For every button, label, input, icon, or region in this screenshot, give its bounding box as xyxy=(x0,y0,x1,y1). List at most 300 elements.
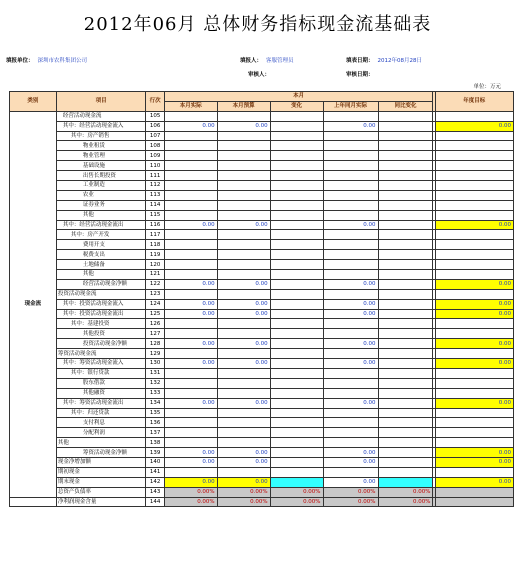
actual-cell[interactable]: 0.00 xyxy=(164,457,217,467)
last-year-cell[interactable] xyxy=(323,428,378,438)
row-label: 经营活动现金净额 xyxy=(56,279,146,289)
actual-cell[interactable] xyxy=(164,210,217,220)
budget-cell[interactable] xyxy=(217,181,270,191)
table-row xyxy=(10,418,514,428)
annual-target-cell[interactable] xyxy=(435,467,513,477)
change-cell[interactable] xyxy=(270,457,323,467)
yoy-cell[interactable]: 0.00% xyxy=(378,487,433,497)
budget-cell[interactable]: 0.00 xyxy=(217,309,270,319)
actual-cell[interactable] xyxy=(164,329,217,339)
budget-cell[interactable] xyxy=(217,270,270,280)
annual-target-cell[interactable] xyxy=(435,200,513,210)
actual-cell[interactable] xyxy=(164,131,217,141)
change-cell[interactable] xyxy=(270,121,323,131)
change-cell[interactable] xyxy=(270,428,323,438)
row-code: 132 xyxy=(146,378,164,388)
annual-target-cell[interactable] xyxy=(435,368,513,378)
yoy-cell[interactable] xyxy=(378,279,433,289)
last-year-cell[interactable]: 0.00 xyxy=(323,398,378,408)
budget-cell[interactable] xyxy=(217,141,270,151)
annual-target-cell[interactable] xyxy=(435,438,513,448)
change-cell[interactable] xyxy=(270,190,323,200)
actual-cell[interactable] xyxy=(164,467,217,477)
budget-cell[interactable] xyxy=(217,438,270,448)
budget-cell[interactable] xyxy=(217,230,270,240)
last-year-cell[interactable] xyxy=(323,240,378,250)
annual-target-cell[interactable] xyxy=(435,171,513,181)
change-cell[interactable] xyxy=(270,388,323,398)
annual-target-cell[interactable]: 0.00 xyxy=(435,359,513,369)
change-cell[interactable] xyxy=(270,438,323,448)
last-year-cell[interactable] xyxy=(323,181,378,191)
row-label: 其中：投资活动现金流出 xyxy=(56,309,146,319)
annual-target-cell[interactable] xyxy=(435,349,513,359)
change-cell[interactable] xyxy=(270,181,323,191)
change-cell[interactable] xyxy=(270,359,323,369)
change-cell[interactable] xyxy=(270,378,323,388)
table-row xyxy=(10,121,514,131)
row-label: 其中：经营活动现金流出 xyxy=(56,220,146,230)
yoy-cell[interactable] xyxy=(378,121,433,131)
change-cell[interactable] xyxy=(270,329,323,339)
report-title: 2012年06月 总体财务指标现金流基础表 xyxy=(83,14,432,35)
annual-target-cell[interactable] xyxy=(435,190,513,200)
change-cell[interactable] xyxy=(270,299,323,309)
table-row xyxy=(10,368,514,378)
row-label: 现金净增加额 xyxy=(56,457,146,467)
row-code: 127 xyxy=(146,329,164,339)
actual-cell[interactable] xyxy=(164,141,217,151)
budget-cell[interactable] xyxy=(217,111,270,121)
row-label: 其中：房产开发 xyxy=(56,230,146,240)
filler-label: 填报人： xyxy=(240,58,263,64)
annual-target-cell[interactable] xyxy=(435,111,513,121)
row-label: 土地储备 xyxy=(56,260,146,270)
budget-cell[interactable] xyxy=(217,200,270,210)
actual-cell[interactable]: 0.00 xyxy=(164,299,217,309)
actual-cell[interactable]: 0.00 xyxy=(164,398,217,408)
yoy-cell[interactable] xyxy=(378,240,433,250)
change-cell[interactable] xyxy=(270,220,323,230)
row-code: 109 xyxy=(146,151,164,161)
table-row xyxy=(10,448,514,458)
yoy-cell[interactable] xyxy=(378,230,433,240)
row-label: 其中：投资活动现金流入 xyxy=(56,299,146,309)
last-year-cell[interactable] xyxy=(323,329,378,339)
actual-cell[interactable]: 0.00 xyxy=(164,309,217,319)
change-cell[interactable] xyxy=(270,467,323,477)
last-year-cell[interactable] xyxy=(323,289,378,299)
header-change: 变化 xyxy=(270,101,323,111)
actual-cell[interactable] xyxy=(164,240,217,250)
last-year-cell[interactable]: 0.00 xyxy=(323,309,378,319)
last-year-cell[interactable] xyxy=(323,319,378,329)
date-value: 2012年08月28日 xyxy=(377,58,423,64)
budget-cell[interactable]: 0.00 xyxy=(217,339,270,349)
annual-target-cell[interactable] xyxy=(435,329,513,339)
yoy-cell[interactable] xyxy=(378,378,433,388)
budget-cell[interactable] xyxy=(217,368,270,378)
last-year-cell[interactable] xyxy=(323,161,378,171)
yoy-cell[interactable] xyxy=(378,428,433,438)
yoy-cell[interactable] xyxy=(378,418,433,428)
row-label: 其中：基建投资 xyxy=(56,319,146,329)
last-year-cell[interactable] xyxy=(323,378,378,388)
annual-target-cell[interactable]: 0.00 xyxy=(435,477,513,487)
yoy-cell[interactable] xyxy=(378,319,433,329)
annual-target-cell[interactable] xyxy=(435,487,513,497)
annual-target-cell[interactable]: 0.00 xyxy=(435,398,513,408)
actual-cell[interactable] xyxy=(164,270,217,280)
last-year-cell[interactable] xyxy=(323,408,378,418)
budget-cell[interactable] xyxy=(217,190,270,200)
budget-cell[interactable]: 0.00 xyxy=(217,279,270,289)
budget-cell[interactable]: 0.00 xyxy=(217,121,270,131)
last-year-cell[interactable]: 0.00 xyxy=(323,359,378,369)
row-label: 筹资活动现金净额 xyxy=(56,448,146,458)
annual-target-cell[interactable]: 0.00 xyxy=(435,279,513,289)
table-row xyxy=(10,260,514,270)
row-label: 期初现金 xyxy=(56,467,146,477)
annual-target-cell[interactable]: 0.00 xyxy=(435,457,513,467)
actual-cell[interactable] xyxy=(164,289,217,299)
yoy-cell[interactable] xyxy=(378,181,433,191)
actual-cell[interactable]: 0.00 xyxy=(164,477,217,487)
meta-unit xyxy=(6,56,87,64)
budget-cell[interactable] xyxy=(217,161,270,171)
last-year-cell[interactable]: 0.00 xyxy=(323,448,378,458)
meta-filler xyxy=(240,56,294,64)
row-label: 投资活动现金净额 xyxy=(56,339,146,349)
last-year-cell[interactable] xyxy=(323,250,378,260)
yoy-cell[interactable] xyxy=(378,457,433,467)
last-year-cell[interactable] xyxy=(323,349,378,359)
budget-cell[interactable] xyxy=(217,349,270,359)
change-cell[interactable] xyxy=(270,171,323,181)
annual-target-cell[interactable] xyxy=(435,289,513,299)
annual-target-cell[interactable] xyxy=(435,418,513,428)
budget-cell[interactable] xyxy=(217,378,270,388)
actual-cell[interactable] xyxy=(164,438,217,448)
actual-cell[interactable]: 0.00% xyxy=(164,497,217,507)
row-label: 筹资活动现金流 xyxy=(56,349,146,359)
budget-cell[interactable]: 0.00 xyxy=(217,457,270,467)
change-cell[interactable] xyxy=(270,161,323,171)
table-row xyxy=(10,388,514,398)
annual-target-cell[interactable] xyxy=(435,497,513,507)
budget-cell[interactable] xyxy=(217,289,270,299)
row-code: 108 xyxy=(146,141,164,151)
last-year-cell[interactable]: 0.00 xyxy=(323,121,378,131)
table-row xyxy=(10,141,514,151)
change-cell[interactable]: 0.00% xyxy=(270,487,323,497)
actual-cell[interactable] xyxy=(164,368,217,378)
table-row xyxy=(10,200,514,210)
row-label: 分配利润 xyxy=(56,428,146,438)
budget-cell[interactable] xyxy=(217,240,270,250)
actual-cell[interactable] xyxy=(164,181,217,191)
annual-target-cell[interactable] xyxy=(435,210,513,220)
table-row xyxy=(10,131,514,141)
last-year-cell[interactable]: 0.00 xyxy=(323,339,378,349)
budget-cell[interactable] xyxy=(217,428,270,438)
table-row xyxy=(10,438,514,448)
budget-cell[interactable] xyxy=(217,329,270,339)
last-year-cell[interactable]: 0.00 xyxy=(323,477,378,487)
row-code: 126 xyxy=(146,319,164,329)
row-label: 出售长期投资 xyxy=(56,171,146,181)
budget-cell[interactable] xyxy=(217,260,270,270)
change-cell[interactable] xyxy=(270,240,323,250)
category-cell-blank xyxy=(10,497,57,507)
yoy-cell[interactable] xyxy=(378,398,433,408)
last-year-cell[interactable] xyxy=(323,200,378,210)
last-year-cell[interactable] xyxy=(323,418,378,428)
annual-target-cell[interactable]: 0.00 xyxy=(435,448,513,458)
last-year-cell[interactable] xyxy=(323,368,378,378)
change-cell[interactable] xyxy=(270,200,323,210)
change-cell[interactable] xyxy=(270,477,323,487)
actual-cell[interactable]: 0.00 xyxy=(164,220,217,230)
change-cell[interactable] xyxy=(270,151,323,161)
annual-target-cell[interactable]: 0.00 xyxy=(435,299,513,309)
annual-target-cell[interactable]: 0.00 xyxy=(435,309,513,319)
yoy-cell[interactable] xyxy=(378,448,433,458)
row-label: 物业管理 xyxy=(56,151,146,161)
actual-cell[interactable] xyxy=(164,418,217,428)
actual-cell[interactable]: 0.00 xyxy=(164,121,217,131)
actual-cell[interactable] xyxy=(164,171,217,181)
last-year-cell[interactable] xyxy=(323,467,378,477)
last-year-cell[interactable] xyxy=(323,141,378,151)
row-code: 112 xyxy=(146,181,164,191)
last-year-cell[interactable] xyxy=(323,230,378,240)
table-row xyxy=(10,339,514,349)
change-cell[interactable] xyxy=(270,270,323,280)
yoy-cell[interactable] xyxy=(378,161,433,171)
yoy-cell[interactable]: 0.00% xyxy=(378,497,433,507)
yoy-cell[interactable] xyxy=(378,438,433,448)
change-cell[interactable] xyxy=(270,319,323,329)
budget-cell[interactable]: 0.00 xyxy=(217,448,270,458)
actual-cell[interactable] xyxy=(164,408,217,418)
actual-cell[interactable] xyxy=(164,111,217,121)
actual-cell[interactable]: 0.00% xyxy=(164,487,217,497)
change-cell[interactable] xyxy=(270,398,323,408)
annual-target-cell[interactable] xyxy=(435,270,513,280)
yoy-cell[interactable] xyxy=(378,359,433,369)
yoy-cell[interactable] xyxy=(378,171,433,181)
change-cell[interactable] xyxy=(270,279,323,289)
last-year-cell[interactable] xyxy=(323,438,378,448)
cashflow-table xyxy=(9,91,514,507)
annual-target-cell[interactable]: 0.00 xyxy=(435,121,513,131)
last-year-cell[interactable] xyxy=(323,151,378,161)
annual-target-cell[interactable] xyxy=(435,408,513,418)
actual-cell[interactable] xyxy=(164,319,217,329)
yoy-cell[interactable] xyxy=(378,388,433,398)
yoy-cell[interactable] xyxy=(378,349,433,359)
actual-cell[interactable]: 0.00 xyxy=(164,359,217,369)
last-year-cell[interactable]: 0.00 xyxy=(323,299,378,309)
change-cell[interactable] xyxy=(270,250,323,260)
last-year-cell[interactable] xyxy=(323,111,378,121)
budget-cell[interactable] xyxy=(217,151,270,161)
annual-target-cell[interactable] xyxy=(435,378,513,388)
row-label: 其中：房产销售 xyxy=(56,131,146,141)
table-row xyxy=(10,428,514,438)
annual-target-cell[interactable]: 0.00 xyxy=(435,339,513,349)
yoy-cell[interactable] xyxy=(378,260,433,270)
yoy-cell[interactable] xyxy=(378,408,433,418)
actual-cell[interactable]: 0.00 xyxy=(164,339,217,349)
last-year-cell[interactable] xyxy=(323,131,378,141)
budget-cell[interactable]: 0.00% xyxy=(217,487,270,497)
actual-cell[interactable] xyxy=(164,378,217,388)
yoy-cell[interactable] xyxy=(378,220,433,230)
last-year-cell[interactable] xyxy=(323,260,378,270)
budget-cell[interactable] xyxy=(217,250,270,260)
actual-cell[interactable] xyxy=(164,260,217,270)
table-row xyxy=(10,349,514,359)
change-cell[interactable] xyxy=(270,141,323,151)
annual-target-cell[interactable] xyxy=(435,260,513,270)
date-label: 填表日期： xyxy=(346,58,374,64)
annual-target-cell[interactable] xyxy=(435,151,513,161)
last-year-cell[interactable] xyxy=(323,171,378,181)
row-code: 143 xyxy=(146,487,164,497)
annual-target-cell[interactable] xyxy=(435,131,513,141)
actual-cell[interactable] xyxy=(164,349,217,359)
annual-target-cell[interactable] xyxy=(435,141,513,151)
yoy-cell[interactable] xyxy=(378,270,433,280)
actual-cell[interactable] xyxy=(164,190,217,200)
annual-target-cell[interactable] xyxy=(435,181,513,191)
budget-cell[interactable]: 0.00% xyxy=(217,497,270,507)
yoy-cell[interactable] xyxy=(378,329,433,339)
row-label: 物业租赁 xyxy=(56,141,146,151)
change-cell[interactable] xyxy=(270,111,323,121)
table-row xyxy=(10,161,514,171)
actual-cell[interactable] xyxy=(164,151,217,161)
yoy-cell[interactable] xyxy=(378,210,433,220)
change-cell[interactable]: 0.00% xyxy=(270,497,323,507)
row-label: 总资产负债率 xyxy=(56,487,146,497)
budget-cell[interactable]: 0.00 xyxy=(217,398,270,408)
change-cell[interactable] xyxy=(270,339,323,349)
row-label: 其他 xyxy=(56,210,146,220)
annual-target-cell[interactable] xyxy=(435,240,513,250)
change-cell[interactable] xyxy=(270,210,323,220)
yoy-cell[interactable] xyxy=(378,200,433,210)
annual-target-cell[interactable]: 0.00 xyxy=(435,220,513,230)
actual-cell[interactable] xyxy=(164,161,217,171)
change-cell[interactable] xyxy=(270,368,323,378)
budget-cell[interactable] xyxy=(217,171,270,181)
row-code: 122 xyxy=(146,279,164,289)
actual-cell[interactable] xyxy=(164,250,217,260)
actual-cell[interactable] xyxy=(164,388,217,398)
table-row xyxy=(10,270,514,280)
actual-cell[interactable]: 0.00 xyxy=(164,279,217,289)
yoy-cell[interactable] xyxy=(378,368,433,378)
actual-cell[interactable] xyxy=(164,230,217,240)
yoy-cell[interactable] xyxy=(378,131,433,141)
yoy-cell[interactable] xyxy=(378,299,433,309)
yoy-cell[interactable] xyxy=(378,309,433,319)
table-row xyxy=(10,359,514,369)
yoy-cell[interactable] xyxy=(378,151,433,161)
actual-cell[interactable]: 0.00 xyxy=(164,448,217,458)
last-year-cell[interactable]: 0.00 xyxy=(323,457,378,467)
change-cell[interactable] xyxy=(270,408,323,418)
change-cell[interactable] xyxy=(270,349,323,359)
annual-target-cell[interactable] xyxy=(435,250,513,260)
budget-cell[interactable] xyxy=(217,467,270,477)
budget-cell[interactable]: 0.00 xyxy=(217,220,270,230)
change-cell[interactable] xyxy=(270,418,323,428)
reviewer-label: 审核人： xyxy=(248,72,271,78)
last-year-cell[interactable]: 0.00 xyxy=(323,279,378,289)
yoy-cell[interactable] xyxy=(378,467,433,477)
annual-target-cell[interactable] xyxy=(435,230,513,240)
table-row xyxy=(10,111,514,121)
last-year-cell[interactable] xyxy=(323,270,378,280)
yoy-cell[interactable] xyxy=(378,250,433,260)
budget-cell[interactable]: 0.00 xyxy=(217,477,270,487)
row-label: 基础设施 xyxy=(56,161,146,171)
last-year-cell[interactable]: 0.00% xyxy=(323,487,378,497)
yoy-cell[interactable] xyxy=(378,141,433,151)
table-row xyxy=(10,408,514,418)
change-cell[interactable] xyxy=(270,448,323,458)
change-cell[interactable] xyxy=(270,131,323,141)
annual-target-cell[interactable] xyxy=(435,388,513,398)
budget-cell[interactable] xyxy=(217,408,270,418)
last-year-cell[interactable] xyxy=(323,388,378,398)
yoy-cell[interactable] xyxy=(378,111,433,121)
annual-target-cell[interactable] xyxy=(435,428,513,438)
annual-target-cell[interactable] xyxy=(435,161,513,171)
header-yoy: 同比变化 xyxy=(378,101,433,111)
yoy-cell[interactable] xyxy=(378,289,433,299)
change-cell[interactable] xyxy=(270,289,323,299)
budget-cell[interactable] xyxy=(217,131,270,141)
budget-cell[interactable]: 0.00 xyxy=(217,299,270,309)
yoy-cell[interactable] xyxy=(378,339,433,349)
last-year-cell[interactable]: 0.00% xyxy=(323,497,378,507)
header-last-year: 上年同月实际 xyxy=(323,101,378,111)
yoy-cell[interactable] xyxy=(378,190,433,200)
row-label: 其中：筹资活动现金流入 xyxy=(56,359,146,369)
change-cell[interactable] xyxy=(270,260,323,270)
table-row xyxy=(10,250,514,260)
yoy-cell[interactable] xyxy=(378,477,433,487)
annual-target-cell[interactable] xyxy=(435,319,513,329)
last-year-cell[interactable]: 0.00 xyxy=(323,220,378,230)
budget-cell[interactable] xyxy=(217,418,270,428)
change-cell[interactable] xyxy=(270,309,323,319)
last-year-cell[interactable] xyxy=(323,190,378,200)
actual-cell[interactable] xyxy=(164,200,217,210)
budget-cell[interactable] xyxy=(217,319,270,329)
budget-cell[interactable]: 0.00 xyxy=(217,359,270,369)
actual-cell[interactable] xyxy=(164,428,217,438)
last-year-cell[interactable] xyxy=(323,210,378,220)
change-cell[interactable] xyxy=(270,230,323,240)
budget-cell[interactable] xyxy=(217,388,270,398)
budget-cell[interactable] xyxy=(217,210,270,220)
